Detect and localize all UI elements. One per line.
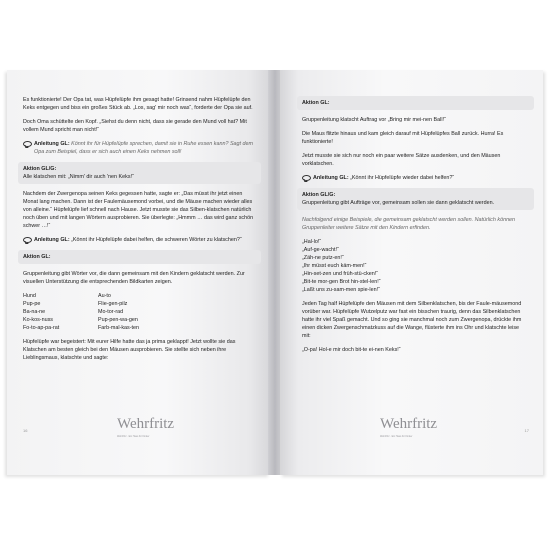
speech-bubble-icon (302, 175, 311, 181)
paragraph: Hüpfelüpfe war begeistert: Mit eurer Hilfe hatte das ja prima geklappt! Jetzt wollte sie das Klatschen am besten gleich bei den Mäusen ausprobieren. Sie stellte sich neben ihre Lieblingsmaus, klatschte und sagte: (23, 339, 236, 361)
word: Fo-to-ap-pa-rat (23, 325, 60, 331)
page-number: 16 (23, 428, 28, 433)
chant-line: „Bit-te mor-gen Brot hin-stel-len!“ (302, 279, 381, 285)
speech-bubble-icon (23, 141, 32, 147)
action-box (18, 250, 261, 264)
word: Au-to (98, 293, 111, 299)
chant-line: „Hin-set-zen und früh-stü-cken!“ (302, 271, 379, 277)
chant-line: „Laßt uns zu-sam-men spie-len!“ (302, 287, 380, 293)
logo-tagline: Wehrfritz · Ein Haus für Kinder (380, 435, 413, 438)
chant-line: „Hal-lo!“ (302, 239, 322, 245)
open-book (0, 70, 550, 480)
paragraph: „O-pa! Hol-e mir doch bit-te ei-nen Keks!“ (302, 347, 401, 353)
word: Pup-pen-wa-gen (98, 317, 138, 323)
left-page (7, 70, 270, 475)
action-heading: Aktion GL: (302, 100, 330, 106)
action-text: Gruppenleitung gibt Aufträge vor, gemeinsam sollen sie dann geklatscht werden. (302, 200, 495, 206)
speech-bubble-icon (23, 237, 32, 243)
instruction-label: Anleitung GL: (34, 237, 70, 243)
chant-list (302, 238, 529, 294)
example-note: Nachfolgend einige Beispiele, die gemeinsam geklatscht werden sollen. Natürlich können Gruppenleiter weitere Sätze mit den Kindern erfinden. (302, 217, 516, 231)
instruction-label: Anleitung GL: (313, 175, 349, 181)
logo-tagline: Wehrfritz · Ein Haus für Kinder (117, 435, 150, 438)
paragraph: Nachdem der Zwergenopa seinen Keks gegessen hatte, sagte er: „Das müsst ihr jetzt einen Monat lang machen. Dann ist der Faulemäusemond vorbei, und die Mäuse machen wieder alles von alleine.“ Hüpfelüpfe lief schnell nach Hause. Jetzt musste sie das Silben-klatschen natürlich noch üben und mit langen Wörtern ausprobieren. Sie überlegte: „Hmmm … das wird ganz schön schwer …!“ (23, 191, 254, 229)
word: Hund (23, 293, 36, 299)
word: Mo-tor-rad (98, 309, 124, 315)
action-box (297, 96, 534, 110)
wehrfritz-logo: Wehrfritz (117, 416, 175, 432)
instruction-note (23, 236, 256, 244)
word-list (23, 292, 256, 332)
word: Ko-kos-nuss (23, 317, 53, 323)
action-heading: Aktion GL: (23, 254, 51, 260)
right-page-content (302, 96, 529, 360)
action-text: Gruppenleitung gibt Wörter vor, die dann gemeinsam mit den Kindern geklatscht werden. Zur visuellen Unterstützung die entsprechenden Bildkarten zeigen. (23, 271, 245, 285)
instruction-text: Könnt ihr für Hüpfelüpfe sprechen, damit sie in Ruhe essen kann? Sagt dem Opa zum Beispiel, dass er sich auch einen Keks nehmen soll! (34, 141, 254, 155)
chant-line: „Ihr müsst euch käm-men!“ (302, 263, 367, 269)
right-page (280, 70, 543, 475)
action-box (18, 162, 261, 184)
wehrfritz-logo: Wehrfritz (380, 416, 438, 432)
word: Ba-na-ne (23, 309, 46, 315)
chant-line: „Auf-ge-wacht!“ (302, 247, 339, 253)
left-page-content (23, 96, 256, 368)
paragraph: Doch Oma schüttelte den Kopf. „Siehst du denn nicht, dass sie gerade den Mund voll hat? Mit vollem Mund spricht man nicht!“ (23, 119, 247, 133)
paragraph: Jetzt musste sie sich nur noch ein paar weitere Sätze ausdenken, und den Mäusen vorklatschen. (302, 153, 501, 167)
word: Pup-pe (23, 301, 41, 307)
word: Farb-mal-kas-ten (98, 325, 140, 331)
word: Flie-gen-pilz (98, 301, 128, 307)
instruction-label: Anleitung GL: (34, 141, 70, 147)
paragraph: Die Maus flitzte hinaus und kam gleich darauf mit Hüpfelüpfes Ball zurück. Hurra! Es funktionierte! (302, 131, 504, 145)
paragraph: Jeden Tag half Hüpfelüpfe den Mäusen mit dem Silbenklatschen, bis der Faule-mäusemond vorüber war. Hüpfelüpfe Wutzelputz war fast ein bisschen traurig, denn das Silbenklatschen hatte ihr viel Spaß gemacht. Und so ging sie manchmal noch zum Zwergenopa, drückte ihm einen dicken Zwergenschmatzkuss auf die Wange, flüsterte ihm ins Ohr und klatschte leise mit: (302, 301, 522, 339)
chant-line: „Zäh-ne putz-en!“ (302, 255, 344, 261)
page-number: 17 (524, 428, 529, 433)
action-heading: Aktion GL/G: (23, 166, 57, 172)
action-heading: Aktion GL/G: (302, 192, 336, 198)
action-text: Gruppenleitung klatscht Auftrag vor „Bring mir mei-nen Ball!“ (302, 117, 446, 123)
paragraph: Es funktionierte! Der Opa tat, was Hüpfelüpfe ihm gesagt hatte! Grinsend nahm Hüpfelüpfe den Keks entgegen und biss ein großes Stück ab. „Los, sag' mir noch was“, forderte der Opa sie auf. (23, 97, 253, 111)
action-text: Alle klatschen mit: „Nimm' dir auch 'nen Keks!“ (23, 174, 134, 180)
instruction-text: „Könnt ihr Hüpfelüpfe dabei helfen, die schweren Wörter zu klatschen?“ (71, 237, 242, 243)
instruction-text: „Könnt ihr Hüpfelüpfe wieder dabei helfen?“ (350, 175, 455, 181)
instruction-note (23, 140, 256, 156)
instruction-note (302, 174, 529, 182)
action-box (297, 188, 534, 210)
